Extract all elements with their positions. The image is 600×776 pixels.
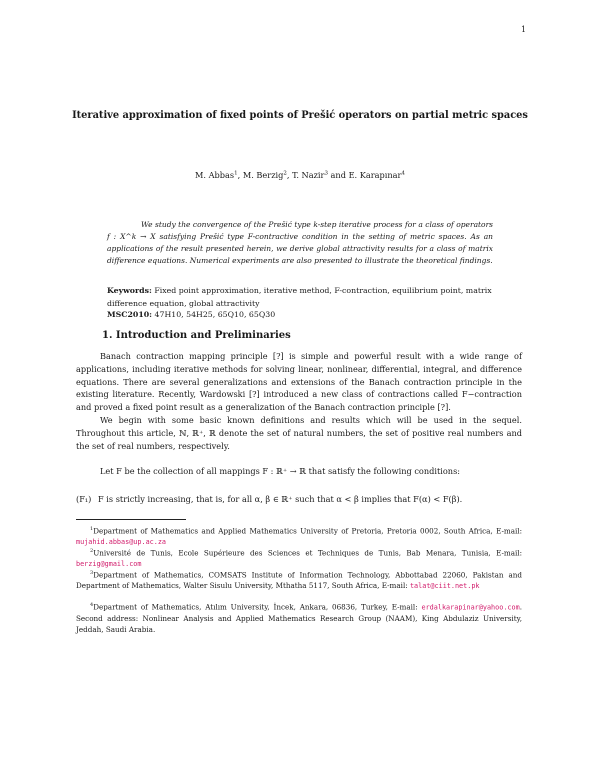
paragraph-notation: We begin with some basic known definitions and results which will be used in the sequel. Throughout this article, ℕ, ℝ⁺, ℝ denote the set of natural numbers, the set of positive real numbers and the set of real numbers, respectively.	[76, 415, 522, 451]
condition-label: (F₁)	[76, 494, 92, 504]
footnote-2	[76, 546, 522, 570]
footnote-mark: 2	[90, 548, 94, 554]
affiliation-mark: 3	[324, 170, 328, 177]
author-name: M. Berzig	[242, 170, 284, 180]
footnote-text: Department of Mathematics, Atılım University, İncek, Ankara, 06836, Turkey, E-mail:	[93, 602, 422, 612]
author-name: E. Karapınar	[348, 170, 402, 180]
page-number: 1	[521, 25, 527, 34]
affiliation-mark: 4	[401, 170, 405, 177]
email-link[interactable]: erdalkarapinar@yahoo.com	[421, 603, 520, 612]
paper-title: Iterative approximation of fixed points of Prešić operators on partial metric spaces	[72, 110, 528, 121]
msc-classification	[107, 310, 493, 319]
email-link[interactable]: mujahid.abbas@up.ac.za	[76, 538, 167, 547]
footnote-rule	[76, 519, 186, 520]
email-link[interactable]: talat@ciit.net.pk	[409, 582, 480, 591]
keywords	[107, 285, 493, 310]
footnote-mark: 4	[90, 602, 94, 608]
author-separator: ,	[237, 170, 243, 180]
affiliation-mark: 1	[234, 170, 238, 177]
condition-f1	[76, 493, 522, 506]
condition-text: F is strictly increasing, that is, for all α, β ∈ ℝ⁺ such that α < β implies that F(α) < F(β).	[98, 494, 463, 504]
msc-label: MSC2010:	[107, 310, 153, 319]
footnote-1	[76, 524, 522, 548]
paragraph-intro: Banach contraction mapping principle [?] is simple and powerful result with a wide range of applications, including iterative methods for solving linear, nonlinear, differential, integral, and difference equations. There are several generalizations and extensions of the Banach contraction principle in the existing literature. Recently, Wardowski [?] introduced a new class of contractions called F−contraction and proved a fixed point result as a generalization of the Banach contraction principle [?].	[76, 351, 522, 413]
footnote-4	[76, 600, 522, 635]
author-separator: and	[327, 170, 349, 180]
keywords-label: Keywords:	[107, 286, 152, 295]
footnote-3	[76, 568, 522, 592]
section-heading: 1. Introduction and Preliminaries	[102, 330, 291, 341]
footnote-mark: 1	[90, 526, 94, 532]
author-list	[0, 170, 600, 180]
author-name: M. Abbas	[195, 170, 235, 180]
author-name: T. Nazir	[292, 170, 325, 180]
footnote-text: Université de Tunis, Ecole Supérieure des Sciences et Techniques de Tunis, Bab Menara, Tunisia, E-mail:	[93, 548, 522, 558]
msc-text: 47H10, 54H25, 65Q10, 65Q30	[152, 310, 276, 319]
footnote-text: Department of Mathematics and Applied Mathematics University of Pretoria, Pretoria 0002, South Africa, E-mail:	[93, 526, 522, 536]
footnote-mark: 3	[90, 570, 94, 576]
affiliation-mark: 2	[283, 170, 287, 177]
email-link[interactable]: berzig@gmail.com	[76, 560, 142, 569]
author-separator: ,	[286, 170, 293, 180]
footnote-text: Department of Mathematics, COMSATS Institute of Information Technology, Abbottabad 22060, Pakistan and Department of Mathematics, Walter Sisulu University, Mthatha 5117, South Africa, E-mail:	[76, 570, 522, 591]
paragraph-definition: Let F be the collection of all mappings F : ℝ⁺ → ℝ that satisfy the following conditions:	[100, 466, 461, 476]
footnote-tail: . Second address: Nonlinear Analysis and Applied Mathematics Research Group (NAAM), King Abdulaziz University, Jeddah, Saudi Arabia.	[76, 602, 522, 635]
keywords-text: Fixed point approximation, iterative method, F-contraction, equilibrium point, matrix difference equation, global attractivity	[107, 286, 492, 308]
abstract: We study the convergence of the Prešić type k-step iterative process for a class of operators f : X^k → X satisfying Prešić type F-contractive condition in the setting of metric spaces. As an applications of the result presented herein, we derive global attractivity results for a class of matrix difference equations. Numerical experiments are also presented to illustrate the theoretical findings.	[107, 220, 493, 265]
